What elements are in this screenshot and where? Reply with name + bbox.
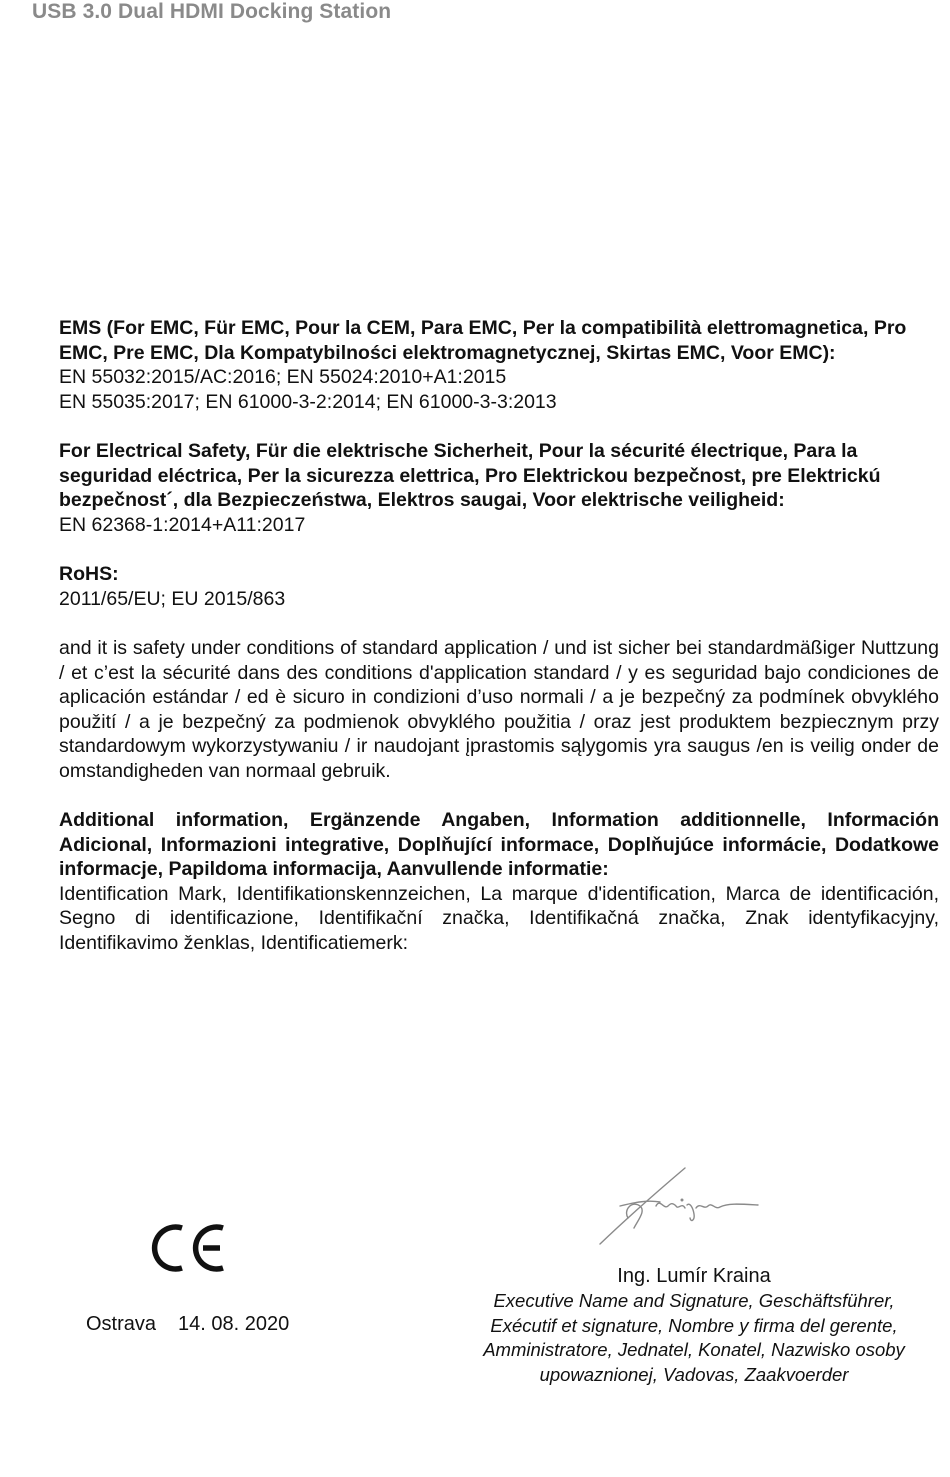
additional-info-section	[59, 808, 939, 955]
signature-icon	[590, 1158, 770, 1253]
rohs-directives: 2011/65/EU; EU 2015/863	[59, 587, 286, 610]
document-header: USB 3.0 Dual HDMI Docking Station	[32, 0, 392, 23]
declaration-body	[59, 316, 939, 980]
ems-standards-line-1: EN 55032:2015/AC:2016; EN 55024:2010+A1:2015	[59, 366, 507, 388]
safety-heading: For Electrical Safety, Für die elektrische Sicherheit, Pour la sécurité électrique, Para la seguridad eléctrica, Per la sicurezza elettrica, Pro Elektrickou bezpečnost, pre Elektrickú bezpečnost´, dla Bezpieczeństwa, Elektros saugai, Voor elektrische veiligheid:	[59, 440, 881, 511]
additional-info-heading: Additional information, Ergänzende Angaben, Information additionnelle, Información Adicional, Informazioni integrative, Doplňující informace, Doplňujúce informácie, Dodatkowe informacje, Papildoma informacija, Aanvullende informatie:	[59, 809, 939, 880]
date: 14. 08. 2020	[178, 1313, 290, 1335]
ems-section	[59, 316, 939, 414]
safety-standard: EN 62368-1:2014+A11:2017	[59, 513, 306, 536]
safety-statement-section	[59, 636, 939, 783]
identification-mark-text: Identification Mark, Identifikationskennzeichen, La marque d'identification, Marca de identificación, Segno di identificazione, Identifikační značka, Identifikačná značka, Znak identyfikacyjny, Identifikavimo ženklas, Identificatiemerk:	[59, 882, 939, 954]
signer-block	[462, 1264, 926, 1387]
signer-role: Executive Name and Signature, Geschäftsführer, Exécutif et signature, Nombre y firma del gerente, Amministratore, Jednatel, Konatel, Nazwisko osoby upowaznionej, Vadovas, Zaakvoerder	[483, 1290, 905, 1385]
ce-mark-icon	[148, 1218, 228, 1278]
rohs-section	[59, 562, 939, 611]
place-and-date	[86, 1313, 289, 1336]
ems-standards-line-2: EN 55035:2017; EN 61000-3-2:2014; EN 61000-3-3:2013	[59, 390, 557, 413]
ems-heading: EMS (For EMC, Für EMC, Pour la CEM, Para EMC, Per la compatibilità elettromagnetica, Pro EMC, Pre EMC, Dla Kompatybilności elektromagnetycznej, Skirtas EMC, Voor EMC):	[59, 317, 907, 364]
safety-statement: and it is safety under conditions of standard application / und ist sicher bei standardmäßiger Nuttzung / et c’est la sécurité dans des conditions d'application standard / y es seguridad bajo condiciones de aplicación estándar / ed è sicuro in condizioni d’uso normali / a je bezpečný za podmínek obvyklého použití / a je bezpečný za podmienok obvyklého použitia / oraz jest produktem bezpiecznym przy standardowym wykorzystywaniu / ir naudojant įprastomis sąlygomis yra saugus /en is veilig onder de omstandigheden van normaal gebruik.	[59, 637, 939, 782]
safety-section	[59, 439, 939, 537]
place: Ostrava	[86, 1313, 157, 1335]
rohs-heading: RoHS:	[59, 563, 119, 585]
signer-name: Ing. Lumír Kraina	[617, 1265, 771, 1287]
